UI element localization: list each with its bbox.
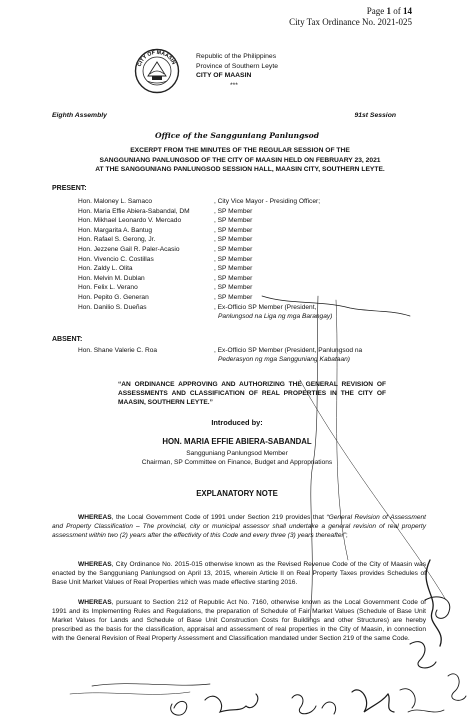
present-member-name: Hon. Felix L. Verano <box>78 284 138 292</box>
author-position: Sangguniang Panlungsod Member Chairman, SP Committee on Finance, Budget and Appropriations <box>141 450 333 467</box>
present-member-name: Hon. Melvin M. Dublan <box>78 274 145 282</box>
signature-stroke <box>400 689 415 708</box>
excerpt-line: EXCERPT FROM THE MINUTES OF THE REGULAR SESSION OF THE <box>130 147 350 154</box>
page-total: 14 <box>403 6 412 16</box>
present-member-role: , City Vice Mayor - Presiding Officer; <box>214 198 321 205</box>
excerpt-line: AT THE SANGGUNIANG PANLUNGSOD SESSION HALL, MAASIN CITY, SOUTHERN LEYTE. <box>95 166 385 174</box>
signature-stroke <box>426 560 441 646</box>
present-member-name: Hon. Danilio S. Dueñas <box>78 303 147 311</box>
present-heading: PRESENT: <box>52 185 87 192</box>
present-member-name: Hon. Maria Effie Abiera-Sabandal, DM <box>78 207 190 215</box>
present-member-role: , SP Member <box>214 284 253 292</box>
present-member-role: , SP Member <box>214 236 253 244</box>
assembly-label: Eighth Assembly <box>52 112 107 119</box>
present-member-role: , SP Member <box>214 207 253 215</box>
city-seal-logo <box>134 48 180 94</box>
session-label: 91st Session <box>354 112 396 119</box>
present-member-name: Hon. Rafael S. Gerong, Jr. <box>78 236 156 244</box>
explanatory-note-title: EXPLANATORY NOTE <box>196 489 278 498</box>
absent-heading: ABSENT: <box>52 336 83 343</box>
absent-member-role: , Ex-Officio SP Member (President, Panlungsod na Pederasyon ng mga Sangguniang Kabataan) <box>214 347 363 363</box>
province-line: Province of Southern Leyte <box>196 62 278 70</box>
present-member-name: Hon. Vivencio C. Costillas <box>78 255 154 263</box>
letterhead <box>196 52 278 90</box>
signature-stroke <box>92 684 210 686</box>
whereas-paragraph-1: WHEREAS, the Local Government Code of 1991 under Section 219 provides that “General Revision of Assessment and Property Classification – The provincial, city or municipal assessor shall undertake a general revision of real property assessment within two (2) years after the effectivity of this Code and every three (3) years thereafter”; <box>52 514 426 539</box>
ordinance-title: “AN ORDINANCE APPROVING AND AUTHORIZING THE GENERAL REVISION OF ASSESSMENTS AND CLASSIFICATION OF REAL PROPERTIES IN THE CITY OF MAASIN, SOUTHERN LEYTE.” <box>118 381 386 406</box>
city-line: CITY OF MAASIN <box>196 72 252 79</box>
present-member-name: Hon. Zaldy L. Olita <box>78 265 133 273</box>
present-member-name: Hon. Pepito G. Generan <box>78 294 149 301</box>
stars-line: *** <box>230 81 238 89</box>
author-name: HON. MARIA EFFIE ABIERA-SABANDAL <box>162 437 312 446</box>
present-member-name: Hon. Mikhael Leonardo V. Mercado <box>78 217 182 225</box>
signature-stroke <box>292 695 316 714</box>
present-member-role: , SP Member <box>214 274 253 282</box>
whereas-paragraph-2: WHEREAS, City Ordinance No. 2015-015 otherwise known as the Revised Revenue Code of the City of Maasin was enacted by the Sangguniang Panlungsod on April 13, 2015, wherein Article II on Real Property Taxes provides Schedules of Base Unit Market Values of Real Properties which was made effective starting 2016. <box>52 561 426 586</box>
present-member-role: , SP Member <box>214 255 253 263</box>
signature-stroke <box>70 692 190 694</box>
signature-stroke <box>205 694 258 712</box>
present-member-name: Hon. Jezzene Gail R. Paler-Acasio <box>78 246 180 253</box>
introduced-by-label: Introduced by: <box>211 418 263 427</box>
signature-stroke <box>425 597 450 619</box>
office-title: Office of the Sangguniang Panlungsod <box>154 131 320 140</box>
signature-stroke <box>352 690 394 712</box>
signature-stroke <box>408 710 444 712</box>
signature-stroke <box>171 701 187 715</box>
excerpt-line: SANGGUNIANG PANLUNGSOD OF THE CITY OF MAASIN HELD ON FEBRUARY 23, 2021 <box>99 156 381 164</box>
signature-stroke <box>410 642 436 668</box>
present-member-role: , SP Member <box>214 217 253 225</box>
present-member-role: , Ex-Officio SP Member (President, Panlungsod na Liga ng mga Barangay) <box>214 303 333 320</box>
present-member-role: , SP Member <box>214 294 253 301</box>
signature-stroke <box>322 702 336 714</box>
excerpt-heading <box>70 146 410 175</box>
present-member-role: , SP Member <box>214 265 253 273</box>
present-member-name: Hon. Maloney L. Samaco <box>78 198 153 205</box>
signature-stroke <box>448 674 466 701</box>
present-member-role: , SP Member <box>214 246 253 253</box>
svg-text:CITY OF MAASIN: CITY OF MAASIN <box>136 49 177 68</box>
page-number-header: Page 1 of 14 City Tax Ordinance No. 2021-025 <box>289 6 412 27</box>
whereas-paragraph-3: WHEREAS, pursuant to Section 212 of Republic Act No. 7160, otherwise known as the Local Government Code of 1991 and its Implementing Rules and Regulations, the preparation of Schedule of Fair Market Values (Schedule of Base Unit Market Values for Lands and Schedule of Base Unit Construction Costs for Buildings and other Structures) are hereby prescribed as the basis for the classification, appraisal and assessment of real properties in the City of Maasin, in connection with the General Revision of Real Property Assessment and Classification mandated under Section 219 of the same Code. <box>52 599 426 642</box>
ordinance-number: City Tax Ordinance No. 2021-025 <box>289 17 412 27</box>
absent-member-name: Hon. Shane Valerie C. Roa <box>78 347 158 354</box>
republic-line: Republic of the Philippines <box>196 53 277 60</box>
present-member-name: Hon. Margarita A. Bantug <box>78 226 153 234</box>
page-current: 1 <box>386 6 391 16</box>
present-member-role: , SP Member <box>214 226 253 234</box>
